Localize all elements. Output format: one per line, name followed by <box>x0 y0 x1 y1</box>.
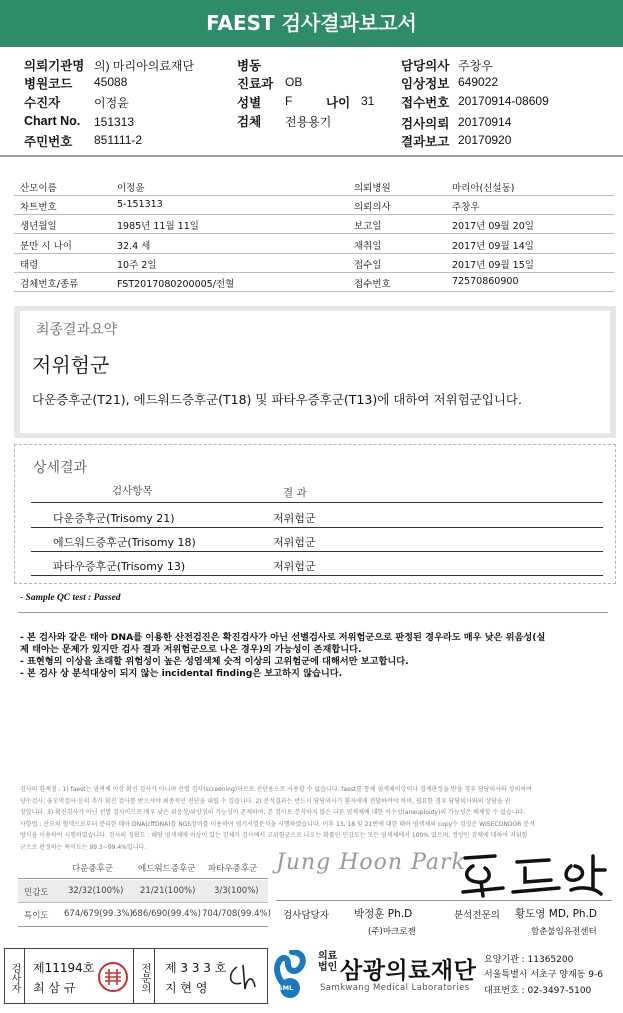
info-value: FST2017080200005/전혈 <box>117 279 235 290</box>
ward-label: 병동 <box>237 59 262 73</box>
specimen-label: 검체 <box>237 115 262 129</box>
detail-result-1: 저위험군 <box>273 512 316 525</box>
patient-info <box>14 176 614 302</box>
info-label: 의뢰의사 <box>354 202 391 214</box>
info-value: 마리아(신설동) <box>452 183 515 194</box>
details-box <box>14 444 616 584</box>
limit-line: 장합니다. 3) 확진검사가 아닌 선별 검사이므로 매우 낮은 위음성/위양성의 가능성이 존재하며, 본 검사로 분석하지 않은 다른 염색체에 대한 이수성(aneuploidy)의 가능성은 배제할 수 없습니다. <box>20 809 526 816</box>
info-value: 72570860900 <box>452 276 519 287</box>
stats-cell: 674/679(99.3%) <box>64 909 133 919</box>
handwritten-signature: Jung Hoon Park <box>276 850 466 875</box>
info-label: 보고일 <box>354 221 382 233</box>
doctor-label: 담당의사 <box>401 59 450 73</box>
dept-label: 진료과 <box>237 77 274 91</box>
summary-label: 최종결과요약 <box>36 322 118 338</box>
stats-header: 다운증후군 <box>72 864 114 874</box>
id-value: 851111-2 <box>94 133 143 147</box>
specialist-box-label: 전문의 <box>133 949 155 1003</box>
stats-cell: 704/708(99.4%) <box>202 909 271 919</box>
patient-label: 수진자 <box>24 96 61 110</box>
detail-result-3: 저위험군 <box>273 560 316 573</box>
manager-org: (주)마크로젠 <box>368 927 416 937</box>
red-seal-icon <box>97 961 129 993</box>
stats-table <box>18 856 271 928</box>
report-label: 결과보고 <box>401 135 450 149</box>
row-separator <box>14 272 614 273</box>
limits <box>20 784 618 853</box>
specialist-box-name: 지 현 영 <box>165 981 208 995</box>
detail-item-3: 파타우증후군(Trisomy 13) <box>53 560 186 573</box>
info-value: 이정윤 <box>117 183 145 194</box>
limit-line: 검사의 한계점 : 1) faest는 염색체 이상 확진 검사가 아니며 선별 검사(screening)이므로 진단용으로 사용할 수 없습니다. faest를 통해 염색체이상이나 경계판정을 받을 경우 담당의사와 상의하여 <box>20 786 532 793</box>
manager-name: 박정훈 Ph.D <box>354 908 413 920</box>
stats-cell: 32/32(100%) <box>68 886 124 896</box>
note-line: - 표현형의 이상을 초래할 위험성이 높은 성염색체 숫적 이상의 고위험군에 대해서만 보고합니다. <box>20 656 409 667</box>
info-label: 산모이름 <box>20 183 57 194</box>
id-label: 주민번호 <box>24 135 73 149</box>
detail-result-2: 저위험군 <box>273 536 316 549</box>
report-value: 20170920 <box>458 133 512 147</box>
divider <box>18 612 608 613</box>
col-result-header: 결 과 <box>283 487 307 499</box>
age-label: 나이 <box>326 96 351 110</box>
examiner-label: 검사자 <box>5 949 25 1003</box>
contact-code: 요양기관 : 11365200 <box>484 955 574 965</box>
chart-label: Chart No. <box>24 114 81 128</box>
info-value: 10주 2일 <box>117 259 157 271</box>
limit-line: 군으로 판정하는 특이도는 99.3~99.4%입니다. <box>20 843 147 851</box>
received-label: 접수번호 <box>401 96 450 110</box>
dept-value: OB <box>285 75 303 89</box>
row-separator <box>14 214 614 215</box>
specialist-org: 함춘불임유전센터 <box>531 927 597 937</box>
info-label: 접수번호 <box>354 279 391 290</box>
summary-title: 저위험군 <box>32 353 110 377</box>
contact-address: 서울특별시 서초구 양재동 9-6 <box>484 970 603 980</box>
certification-box <box>4 948 268 1004</box>
table-rule <box>31 551 603 552</box>
code-value: 45088 <box>94 75 128 89</box>
logo-subtitle: Samkwang Medical Laboratories <box>320 983 470 993</box>
info-label: 태령 <box>20 259 39 271</box>
row-separator <box>14 233 614 234</box>
info-value: 2017년 09월 20일 <box>452 221 534 233</box>
logo-small: 의료법인 <box>318 951 338 973</box>
stats-row-label: 특이도 <box>24 911 49 921</box>
limit-line: 방식을 이용하여 시행하였습니다. 검사의 정확도 : 해당 염색체에 이상이 있는 검체가 검사에서 고위험군으로 나오는 확률인 민감도는 모든 염색체에서 100% 였으며, 정상인 검체에 대하여 저위험 <box>20 832 528 839</box>
info-label: 분만 시 나이 <box>20 240 72 252</box>
info-value: 1985년 11월 11일 <box>117 221 199 233</box>
chart-value: 151313 <box>94 115 135 129</box>
table-rule <box>31 575 603 576</box>
divider <box>276 900 612 901</box>
table-rule <box>31 527 603 528</box>
specialist-license: 제 3 3 3 호 <box>165 961 227 975</box>
logo-badge: SML <box>278 984 294 992</box>
hospital-value: 의) 마리아의료재단 <box>94 59 195 73</box>
clinical-value: 649022 <box>458 75 499 89</box>
row-separator <box>14 195 614 196</box>
info-value: 5-151313 <box>117 199 163 211</box>
signature-mark <box>223 959 263 995</box>
notes <box>20 632 618 680</box>
stats-header: 파타우증후군 <box>208 864 258 874</box>
info-label: 생년월일 <box>20 221 57 233</box>
detail-item-2: 에드워드증후군(Trisomy 18) <box>53 536 196 549</box>
qc-status: - Sample QC test : Passed <box>20 593 121 603</box>
specimen-value: 전용용기 <box>285 115 332 129</box>
code-label: 병원코드 <box>24 77 73 91</box>
note-line: - 본 검사와 같은 태아 DNA를 이용한 산전검진은 확진검사가 아닌 선별검사로 저위험군으로 판정된 경우라도 매우 낮은 위음성(실 <box>20 632 546 643</box>
stats-header: 에드워드증후군 <box>138 864 196 874</box>
summary-box <box>14 306 616 438</box>
row-separator <box>14 253 614 254</box>
details-label: 상세결과 <box>33 460 88 476</box>
top-info <box>0 52 623 152</box>
signature-image <box>455 848 615 900</box>
patient-value: 이정윤 <box>94 96 129 110</box>
stats-cell: 686/690(99.4%) <box>132 909 201 919</box>
detail-item-1: 다운증후군(Trisomy 21) <box>53 512 175 525</box>
examiner-license: 제11194호 <box>33 961 95 975</box>
hospital-label: 의뢰기관명 <box>24 59 85 73</box>
info-value: 32.4 세 <box>117 240 151 252</box>
contact-phone: 대표번호 : 02-3497-5100 <box>484 986 592 996</box>
info-label: 차트번호 <box>20 202 57 214</box>
col-item-header: 검사항목 <box>112 485 153 497</box>
divider <box>0 155 623 157</box>
clinical-label: 임상정보 <box>401 77 450 91</box>
received-value: 20170914-08609 <box>458 94 549 108</box>
specialist-label: 분석전문의 <box>454 910 500 921</box>
stats-row-label: 민감도 <box>24 888 49 898</box>
requested-label: 검사의뢰 <box>401 117 450 131</box>
sex-label: 성별 <box>237 96 262 110</box>
info-label: 검체번호/종류 <box>20 279 79 290</box>
examiner-name: 최 삼 규 <box>33 981 76 995</box>
note-line: 제 태아는 문제가 있지만 검사 결과 저위험군으로 나온 경우)의 가능성이 존재합니다. <box>20 644 362 655</box>
table-rule <box>31 502 603 503</box>
logo-name: 삼광의료재단 <box>340 958 477 984</box>
specialist-name: 황도영 MD, Ph.D <box>515 908 597 920</box>
info-label: 접수일 <box>354 259 382 271</box>
info-value: 2017년 09월 14일 <box>452 240 534 252</box>
age-value: 31 <box>361 94 375 108</box>
requested-value: 20170914 <box>458 115 512 129</box>
info-label: 의뢰병원 <box>354 183 391 194</box>
info-value: 2017년 09월 15일 <box>452 259 534 271</box>
sex-value: F <box>285 94 293 108</box>
info-value: 주창우 <box>452 202 480 214</box>
info-label: 채취일 <box>354 240 382 252</box>
note-line: - 본 검사 상 분석대상이 되지 않는 incidental finding은 보고하지 않습니다. <box>20 668 343 679</box>
stats-cell: 3/3(100%) <box>214 886 259 896</box>
sml-logo-icon <box>272 950 314 1000</box>
limit-line: 사항법 : 산모의 혈액으로부터 분리한 태아 DNA(cffDNA)를 NGS장비를 이용하여 염기서열분석을 시행하였습니다. 이후 13, 18 및 21번에 대한 태아 염색체의 copy수 검정은 WISECONDOR 분석 <box>20 820 535 828</box>
row-separator <box>14 291 614 292</box>
manager-label: 검사담당자 <box>283 910 329 921</box>
report-title: FAEST 검사결과보고서 <box>206 11 417 35</box>
doctor-value: 주창우 <box>458 59 493 73</box>
limit-line: 양수검사, 융모막검사 등의 추가 확진 검사를 받으셔야 최종적인 진단을 내릴 수 있습니다. 2) 분석결과는 반드시 담당의사가 환자에게 전달하여야 하며, 필요한 경우 담당의사와의 상담을 권 <box>20 797 511 805</box>
stats-cell: 21/21(100%) <box>140 886 196 896</box>
summary-text: 다운증후군(T21), 에드워드증후군(T18) 및 파타우증후군(T13)에 대하여 저위험군입니다. <box>32 392 522 407</box>
